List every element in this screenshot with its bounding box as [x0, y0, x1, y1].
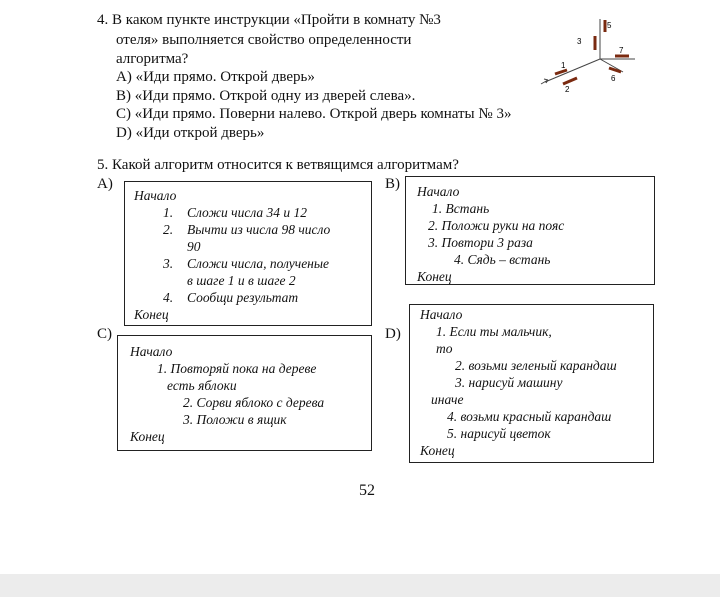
- box-d-end: Конец: [420, 443, 455, 458]
- box-c-end: Конец: [130, 429, 165, 444]
- box-a-step-1: Сложи числа 34 и 12: [187, 205, 308, 220]
- box-d-else: иначе: [431, 392, 464, 407]
- q4-option-c: С) «Иди прямо. Поверни налево. Открой дверь комнаты № 3»: [116, 106, 512, 122]
- box-d-start: Начало: [420, 307, 463, 322]
- bottom-band: [0, 574, 720, 597]
- box-c-step-3: 3. Положи в ящик: [183, 412, 287, 427]
- q5-letter-a: А): [97, 176, 113, 192]
- box-a-end: Конец: [134, 307, 169, 322]
- box-b-end: Конец: [417, 269, 452, 284]
- diagram-label-3: 3: [577, 37, 582, 46]
- door-6: [609, 68, 621, 72]
- box-d-step-3: 3. нарисуй машину: [455, 375, 563, 390]
- algorithm-box-c: [117, 335, 372, 451]
- q5-letter-d: D): [385, 326, 401, 342]
- q4-text-line1: 4. В каком пункте инструкции «Пройти в комнату №3: [97, 12, 441, 28]
- algorithm-box-a: [124, 181, 372, 326]
- box-a-step-3-cont: в шаге 1 и в шаге 2: [187, 273, 296, 288]
- box-d-step-5: 5. нарисуй цветок: [447, 426, 551, 441]
- box-a-step-3: Сложи числа, полученые: [187, 256, 330, 271]
- box-d-step-1: 1. Если ты мальчик,: [436, 324, 552, 339]
- algorithm-box-b: [405, 176, 655, 285]
- box-c-step-1-cont: есть яблоки: [167, 378, 237, 393]
- diagram-label-7: 7: [619, 46, 624, 55]
- diagram-label-5: 5: [607, 21, 612, 30]
- q4-option-d: D) «Иди открой дверь»: [116, 125, 265, 141]
- box-a-num-3: 3.: [163, 256, 174, 271]
- hotel-corridor-diagram: [535, 14, 645, 99]
- diagram-label-1: 1: [561, 61, 566, 70]
- q5-letter-c: С): [97, 326, 112, 342]
- box-d-step-4: 4. возьми красный карандаш: [447, 409, 612, 424]
- box-a-step-4: Сообщи результат: [187, 290, 299, 305]
- box-d-then: то: [436, 341, 453, 356]
- box-b-step-4: 4. Сядь – встань: [454, 252, 551, 267]
- box-a-start: Начало: [134, 188, 177, 203]
- box-b-step-2: 2. Положи руки на пояс: [428, 218, 565, 233]
- box-d-step-2: 2. возьми зеленый карандаш: [455, 358, 617, 373]
- q4-option-a: А) «Иди прямо. Открой дверь»: [116, 69, 315, 85]
- box-c-step-2: 2. Сорви яблоко с дерева: [183, 395, 325, 410]
- box-c-step-1: 1. Повторяй пока на дереве: [157, 361, 317, 376]
- box-a-step-2-cont: 90: [187, 239, 201, 254]
- box-a-step-2: Вычти из числа 98 число: [187, 222, 331, 237]
- box-a-num-4: 4.: [163, 290, 174, 305]
- diagram-label-2: 2: [565, 85, 570, 94]
- q4-text-line2: отеля» выполняется свойство определенности: [116, 32, 412, 48]
- box-b-step-3: 3. Повтори 3 раза: [428, 235, 533, 250]
- door-2: [563, 78, 577, 84]
- q4-option-b: В) «Иди прямо. Открой одну из дверей слева».: [116, 88, 416, 104]
- box-a-num-2: 2.: [163, 222, 174, 237]
- diagram-label-6: 6: [611, 74, 616, 83]
- q5-letter-b: В): [385, 176, 400, 192]
- box-b-step-1: 1. Встань: [432, 201, 490, 216]
- box-c-start: Начало: [130, 344, 173, 359]
- box-a-num-1: 1.: [163, 205, 174, 220]
- algorithm-box-d: [409, 304, 654, 463]
- box-b-start: Начало: [417, 184, 460, 199]
- q4-text-line3: алгоритма?: [116, 51, 189, 67]
- q5-question: 5. Какой алгоритм относится к ветвящимся алгоритмам?: [97, 157, 459, 173]
- page-number: 52: [359, 482, 375, 499]
- arrow-icon: [541, 79, 548, 84]
